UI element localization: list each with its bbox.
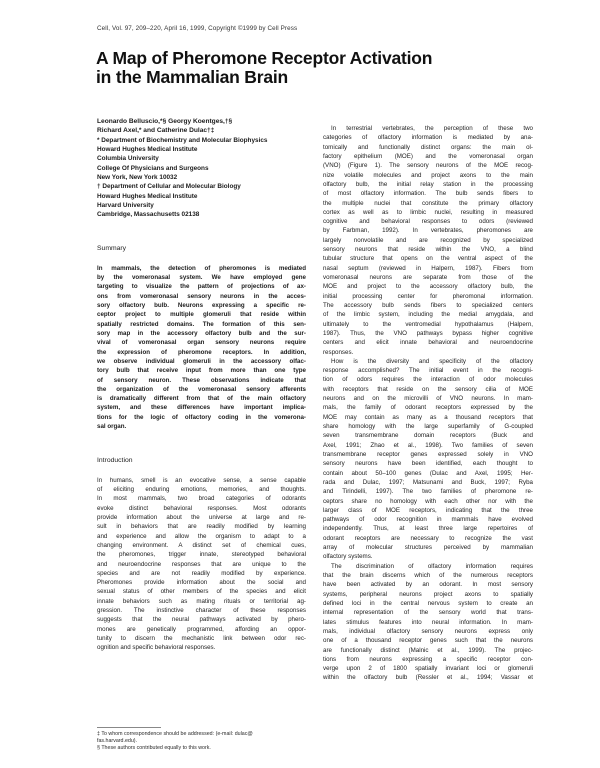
body-line: largely nonvolatile and are recognized by specialized <box>323 236 533 244</box>
body-line: 1987). Thus, the VNO pathways bypass higher cognitive <box>323 329 533 337</box>
body-line: the multiple nuclei that constitute the primary olfactory <box>323 199 533 207</box>
left-column <box>97 117 306 653</box>
author-list <box>97 117 306 136</box>
body-line: verge upon 2 of 1800 spatially invariant loci or glomeruli <box>323 665 533 673</box>
body-line: and Tirindelli, 1997). The two families of pheromone re- <box>323 488 533 496</box>
title-line: in the Mammalian Brain <box>96 67 289 87</box>
body-line: share homology with the large superfamily of G-coupled <box>323 423 533 430</box>
intro-line: and neuroendocrine responses that are unique to the <box>97 560 306 568</box>
intro-line: sult in behaviors that are readily modified by learning <box>97 523 306 531</box>
summary-line: spatially restricted domains. The formation of this sen- <box>97 320 306 328</box>
body-line: mals, the family of odorant receptors expressed by the <box>323 404 533 412</box>
intro-line: In most mammals, two broad categories of odorants <box>97 495 306 503</box>
footnote-equal-contribution: § These authors contributed equally to this work. <box>97 745 211 752</box>
affiliation-line: † Department of Cellular and Molecular Biology <box>97 183 241 191</box>
intro-line: changing environment. A distinct set of chemical cues, <box>97 541 306 549</box>
intro-line: gression. The instinctive character of these responses <box>97 607 306 615</box>
author-line: Richard Axel,* and Catherine Dulac†‡ <box>97 127 215 135</box>
right-column <box>323 124 533 683</box>
body-line: larger class of MOE receptors, indicating that the three <box>323 506 533 514</box>
introduction-heading: Introduction <box>97 457 133 465</box>
affiliation-line: * Department of Biochemistry and Molecular Biophysics <box>97 136 268 144</box>
intro-line: provide information about the universe at large and re- <box>97 513 306 521</box>
body-line: rada and Dulac, 1997; Matsunami and Buck, 1997; Ryba <box>323 478 533 486</box>
body-line: The discrimination of olfactory information requires <box>331 562 533 570</box>
body-line: cognitive and behavioral responses to odors (reviewed <box>323 218 533 226</box>
body-line: contain about 50–100 genes (Dulac and Axel, 1995; Her- <box>323 469 533 477</box>
intro-line: innate behaviors such as mating rituals or territorial ag- <box>97 597 306 605</box>
body-line: neurons and on the microvilli of VNO neurons. In mam- <box>323 395 533 403</box>
summary-abstract <box>97 264 306 432</box>
summary-line: sory map in the accessory olfactory bulb and the sur- <box>97 329 306 337</box>
affiliation-line: Cambridge, Massachusetts 02138 <box>97 211 200 219</box>
intro-line: tunity to discern the mechanistic link between odor rec- <box>97 635 306 642</box>
affiliation-line: New York, New York 10032 <box>97 173 178 181</box>
title-line: A Map of Pheromone Receptor Activation <box>96 48 433 68</box>
summary-heading: Summary <box>97 245 127 253</box>
affiliation-line: Howard Hughes Medical Institute <box>97 145 198 153</box>
summary-line: targeting to visualize the pattern of projections of ax- <box>97 283 306 291</box>
body-line: vomeronasal neurons are separate from those of the <box>323 274 533 281</box>
body-line: by Farbman, 1992). In vertebrates, pheromones are <box>323 227 533 235</box>
body-line: independently. Thus, at least three large repertoires of <box>323 525 533 533</box>
body-line: are functionally distinct (Malnic et al., 1999). The projec- <box>323 646 533 654</box>
body-line: nasal septum (reviewed in Halpern, 1987). Fibers from <box>323 264 533 272</box>
body-line: array of molecular structures perceived by mammalian <box>323 544 533 552</box>
body-line: defined loci in the central nervous system to create an <box>323 599 533 607</box>
article-title <box>96 49 516 87</box>
body-line: centers and elicit innate behavioral and neuroendocrine <box>323 339 533 347</box>
intro-line: of eliciting enduring emotions, memories, and thoughts. <box>97 486 306 493</box>
affiliation-line: Harvard University <box>97 201 154 209</box>
footnote-correspondence-cont: fas.harvard.edu). <box>97 738 138 745</box>
affiliation-line: Howard Hughes Medical Institute <box>97 192 198 200</box>
summary-line: the expression of pheromone receptors. In addition, <box>97 348 306 356</box>
summary-line: ceptor project to multiple glomeruli that reside within <box>97 311 306 319</box>
body-line: that the brain discerns which of the numerous receptors <box>323 572 533 579</box>
footnote-correspondence: ‡ To whom correspondence should be addressed: (e-mail: dulac@ <box>97 731 253 737</box>
body-line: initial processing center for pheromonal information. <box>323 292 533 300</box>
body-line: ultimately to the ventromedial hypothalamus (Halpern, <box>323 320 533 328</box>
body-line: sensory neurons have been identified, each thought to <box>323 460 533 468</box>
body-line: The accessory bulb sends fibers to specialized centers <box>323 301 533 309</box>
body-line: How is the diversity and specificity of the olfactory <box>331 357 533 365</box>
body-line: ceptors share no homology with each other nor with the <box>323 497 533 505</box>
summary-line: vival of vomeronasal organ sensory neurons require <box>97 339 306 347</box>
intro-line: In humans, smell is an evocative sense, a sense capable <box>97 476 306 484</box>
intro-line: ognition and specific behavioral responses. <box>97 644 216 652</box>
introduction-body <box>97 476 306 653</box>
body-line: (VNO) (Figure 1). The sensory neurons of the MOE recog- <box>323 162 533 170</box>
body-line: cortex as well as to limbic nuclei, resulting in measured <box>323 208 533 216</box>
body-line: have been activated by an odorant. In most sensory <box>323 581 533 589</box>
body-line: olfactory bulb, the initial relay station in the processing <box>323 180 533 188</box>
body-line: of the limbic system, including the medial amygdala, and <box>323 311 533 319</box>
summary-line: system, and these differences have important implica- <box>97 404 306 412</box>
body-line: odorant receptors are necessary to recognize the vast <box>323 534 533 542</box>
body-line: lates stimulus features into neural information. In mam- <box>323 618 533 626</box>
summary-line: In mammals, the detection of pheromones is mediated <box>97 264 306 272</box>
intro-line: evoke distinct behavioral responses. Most odorants <box>97 504 306 512</box>
footnotes <box>97 727 306 753</box>
body-line: of most olfactory information. The bulb sends fibers to <box>323 190 533 198</box>
body-line: within the olfactory bulb (Ressler et al., 1994; Vassar et <box>323 674 533 682</box>
intro-line: mones are genetically programmed, affording an oppor- <box>97 625 306 633</box>
summary-line: is dramatically different from that of the main olfactory <box>97 395 306 403</box>
affiliation-list <box>97 136 306 220</box>
summary-line: the organization of the vomeronasal sensory afferents <box>97 385 306 393</box>
body-line: In terrestrial vertebrates, the perception of these two <box>331 125 533 132</box>
body-line: tubular structure that opens on the ventral aspect of the <box>323 255 533 263</box>
intro-line: the pheromones, trigger innate, stereotyped behavioral <box>97 551 306 559</box>
body-line: pathways of odor recognition in mammals have evolved <box>323 516 533 524</box>
summary-line: sal organ. <box>97 423 127 431</box>
affiliation-line: Columbia University <box>97 155 159 163</box>
body-line: one of a thousand receptor genes such that the neurons <box>323 637 533 645</box>
body-line: mals, individual olfactory sensory neurons express only <box>323 627 533 635</box>
body-line: MOE may contain as many as a thousand receptors that <box>323 413 533 421</box>
affiliation-line: College Of Physicians and Surgeons <box>97 164 209 172</box>
body-line: nize volatile molecules and project axons to the main <box>323 171 533 179</box>
body-line: Axel, 1991; Zhao et al., 1998). Two families of seven <box>323 441 533 449</box>
body-line: systems, peripheral neurons project axons to spatially <box>323 590 533 598</box>
summary-line: ons from vomeronasal sensory neurons in the acces- <box>97 292 306 300</box>
intro-line: species and are not readily modified by experience. <box>97 569 306 577</box>
body-line: MOE and project to the accessory olfactory bulb, the <box>323 283 533 291</box>
body-line: internal representation of the sensory world that trans- <box>323 609 533 617</box>
footnote-rule <box>97 727 161 728</box>
body-line: tions from neurons expressing a specific receptor con- <box>323 655 533 663</box>
summary-line: sory olfactory bulb. Neurons expressing a specific re- <box>97 302 306 309</box>
body-line: transmembrane receptor genes expressed solely in VNO <box>323 450 533 458</box>
summary-line: tory bulb that receive input from more than one type <box>97 367 306 375</box>
body-line: seven transmembrane domain receptors (Buck and <box>323 432 533 440</box>
body-line: tomically and functionally distinct organs: the main ol- <box>323 143 533 151</box>
intro-line: and experience and allow the organism to adapt to a <box>97 532 306 540</box>
body-line: tion of odors requires the interaction of odor molecules <box>323 376 533 384</box>
intro-line: suggests that the neural pathways activated by phero- <box>97 616 306 624</box>
journal-citation: Cell, Vol. 97, 209–220, April 16, 1999, Copyright ©1999 by Cell Press <box>97 25 298 32</box>
summary-line: of sensory neuron. These observations indicate that <box>97 376 306 384</box>
summary-line: tions for the logic of olfactory coding in the vomerona- <box>97 413 306 421</box>
author-line: Leonardo Belluscio,*§ Georgy Koentges,†§ <box>97 118 233 125</box>
body-line: sensory neurons that reside within the VNO, a blind <box>323 246 533 254</box>
summary-line: we observe individual glomeruli in the accessory olfac- <box>97 357 306 365</box>
body-line: responses. <box>323 348 354 356</box>
intro-line: sexual status of other members of the species and elicit <box>97 588 306 596</box>
summary-line: by the vomeronasal system. We have employed gene <box>97 274 306 282</box>
intro-line: Pheromones provide information about the social and <box>97 579 306 587</box>
body-line: with receptors that reside on the sensory cilia of MOE <box>323 385 533 393</box>
body-line: response accomplished? The initial event in the recogni- <box>323 367 533 375</box>
body-line: factory epithelium (MOE) and the vomeronasal organ <box>323 152 533 160</box>
body-line: categories of olfactory information is mediated by ana- <box>323 134 533 142</box>
body-line: olfactory systems. <box>323 553 373 561</box>
